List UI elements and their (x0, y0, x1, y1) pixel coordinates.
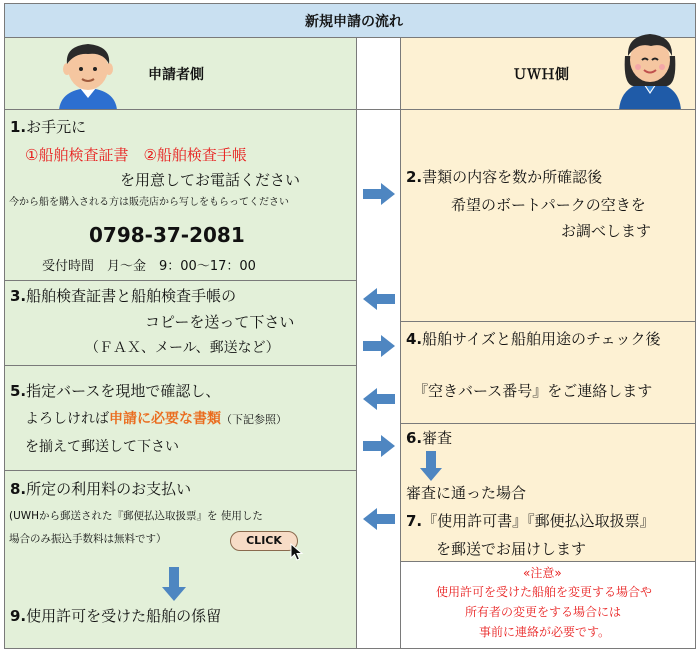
step4-box (400, 321, 696, 424)
step7-line2: を郵送でお届けします (436, 540, 587, 558)
center-header (356, 37, 401, 110)
step6-number: 6. (406, 429, 423, 447)
step1-number: 1. (10, 118, 27, 136)
step8-note2: 場合のみ振込手数料は無料です） (9, 533, 167, 545)
caution-line2: 所有者の変更をする場合には (465, 605, 622, 619)
step2-line3: お調べします (561, 222, 652, 240)
step3-line2: コピーを送って下さい (145, 313, 295, 331)
step3-box (4, 280, 357, 366)
step1-text: お手元に (26, 118, 87, 136)
woman-avatar-icon (611, 22, 689, 110)
step2-number: 2. (406, 168, 423, 186)
step4-line2: 『空きバース番号』をご連絡します (413, 382, 653, 400)
step3-text: 船舶検査証書と船舶検査手帳の (26, 287, 237, 305)
step8-box (4, 470, 357, 649)
step8-text: 所定の利用料のお支払い (26, 480, 192, 498)
step9-number: 9. (10, 607, 27, 625)
step8-number: 8. (10, 480, 27, 498)
applicant-header (4, 37, 357, 110)
step5-text: 指定バースを現地で確認し、 (26, 382, 221, 400)
uwh-header (400, 37, 696, 110)
right-arrow-icon (363, 335, 395, 357)
step5-number: 5. (10, 382, 27, 400)
cursor-icon (290, 543, 304, 561)
step5-line2a: よろしければ (25, 411, 109, 427)
step1-hours: 受付時間 月～金 9：00～17：00 (42, 259, 256, 274)
step1-box (4, 109, 357, 281)
step1-note: 今から船を購入される方は販売店から写しをもらってください (9, 197, 289, 208)
step6-line2: 審査に通った場合 (406, 484, 527, 502)
left-arrow-icon (363, 508, 395, 530)
step5-see-below: （下記参照） (221, 413, 287, 426)
step1-documents: ①船舶検査証書 ②船舶検査手帳 (25, 146, 247, 164)
step9-text: 使用許可を受けた船舶の係留 (26, 607, 222, 625)
caution-line1: 使用許可を受けた船舶を変更する場合や (436, 585, 653, 599)
step4-number: 4. (406, 330, 423, 348)
step7-number: 7. (406, 512, 423, 530)
caution-line3: 事前に連絡が必要です。 (479, 625, 611, 639)
step2-line2: 希望のボートパークの空きを (451, 196, 646, 214)
uwh-column-label: ＵＷＨ側 (513, 67, 569, 83)
step7-text: 『使用許可書』『郵便払込取扱票』 (422, 512, 655, 530)
click-button[interactable]: CLICK (230, 531, 298, 551)
step5-line3: を揃えて郵送して下さい (25, 439, 179, 455)
right-arrow-icon (363, 183, 395, 205)
step1-phone: 0798-37-2081 (89, 223, 245, 247)
step8-note1: (UWHから郵送された『郵便払込取扱票』を 使用した (9, 510, 263, 522)
step5-box (4, 365, 357, 471)
page-title: 新規申請の流れ (305, 14, 403, 30)
step4-text: 船舶サイズと船舶用途のチェック後 (422, 330, 661, 348)
step2-box (400, 109, 696, 322)
left-arrow-icon (363, 288, 395, 310)
step5-required-documents: 申請に必要な書類 (109, 411, 221, 427)
step3-line3: （ＦＡＸ、メール、郵送など） (85, 340, 280, 356)
down-arrow-icon (420, 451, 442, 481)
title-bar (4, 3, 696, 38)
step2-text: 書類の内容を数か所確認後 (422, 168, 603, 186)
step1-line2: を用意してお電話ください (120, 171, 301, 189)
left-arrow-icon (363, 388, 395, 410)
caution-box (400, 561, 696, 649)
applicant-column-label: 申請者側 (148, 67, 204, 83)
down-arrow-icon (162, 567, 186, 601)
step3-number: 3. (10, 287, 27, 305)
step6-text: 審査 (422, 429, 453, 447)
man-avatar-icon (53, 38, 123, 110)
caution-title: «注意» (523, 566, 562, 580)
step6-7-box (400, 423, 696, 562)
right-arrow-icon (363, 435, 395, 457)
